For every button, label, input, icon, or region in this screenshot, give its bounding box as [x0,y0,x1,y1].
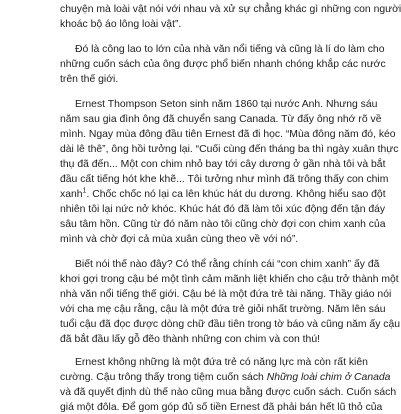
footnote-mark: 1 [82,187,87,195]
text-fragment: xanh [60,189,83,200]
text-line: dài lê thê”, ông hồi tưởng lại. “Cuối cùng đến tháng ba thì ngày xuân thực [60,144,399,155]
text-fragment: cường. Cậu trông thấy trong tiệm cuốn sách [60,372,267,383]
text-line: thụ đã đến... Một con chim nhỏ bay tới cây dương ở gần nhà tôi và bắt [60,159,386,170]
text-line [60,372,391,384]
text-line: những cuốn sách của ông được phổ biến nhanh chóng khắp các nước [60,59,386,70]
text-fragment: . Chốc chốc nó lại ca lên khúc hát du dương. Không hiểu sao đột [86,189,386,200]
text-line: nhiên tôi lại nức nở khóc. Khúc hát đó đã làm tôi xúc động đến tận đáy [60,204,386,215]
text-line [60,187,386,201]
text-line: và đã quyết định dù thế nào cũng mua bằng được cuốn sách. Cuốn sách [60,387,397,398]
text-line: Ernest không những là một đứa trẻ có năng lực mà còn rất kiên [75,357,368,368]
text-line: giá một đôla. Để gom góp đủ số tiền Ernest đã phải bán hết lũ thỏ của [60,402,383,413]
text-line [60,0,345,1]
text-line: năm sau gia đình ông đã chuyển sang Canada. Từ đấy ông nhớ rõ về [60,114,382,125]
text-line: sâu tâm hồn. Cũng từ đó năm nào tôi cũng chờ đợi con chim xanh của [60,219,386,230]
text-line: mình. Ngay mùa đông đầu tiên Ernest đã đi học. “Mùa đông năm đó, kéo [60,129,396,140]
text-line: khoác bộ áo lông loài vật”. [60,19,182,30]
text-line: Đó là công lao to lớn của nhà văn nổi tiếng và cũng là lí do làm cho [75,44,385,55]
book-title: Những loài chim ở Canada [266,372,391,383]
text-line: Ernest Thompson Seton sinh năm 1860 tại nước Anh. Nhưng sáu [75,99,378,110]
text-line: trên thế giới. [60,74,119,85]
text-line: nhà văn nổi tiếng thế giới. Cậu bé là một đứa trẻ tài năng. Thầy giáo nói [60,289,392,300]
text-line: đã bắt đầu lấy gỗ đẽo thành những con chim và con thú! [60,334,320,345]
text-line: Biết nói thế nào đây? Có thể rằng chính cái “con chim xanh” ấy đã [75,259,380,270]
text-line: tuổi cậu đã đọc được dòng chữ đầu tiên trong tờ báo và cũng năm ấy cậu [60,319,401,330]
text-line: với cha mẹ cậu rằng, cậu là một đứa trẻ giỏi nhất trường. Năm lên sáu [60,304,386,315]
text-line: khơi gợi trong cậu bé một tình cảm mãnh liệt khiến cho cậu trở thành một [60,274,399,285]
text-line: đầu cất tiếng hót khe khẽ... Tôi tưởng như mình đã trông thấy con chim [60,174,389,185]
text-line: mình và chờ đợi cả mùa xuân cùng theo về với nó”. [60,234,299,245]
text-line: chuyện mà loài vật nói với nhau và xử sự chẳng khác gì những con người [60,4,401,15]
